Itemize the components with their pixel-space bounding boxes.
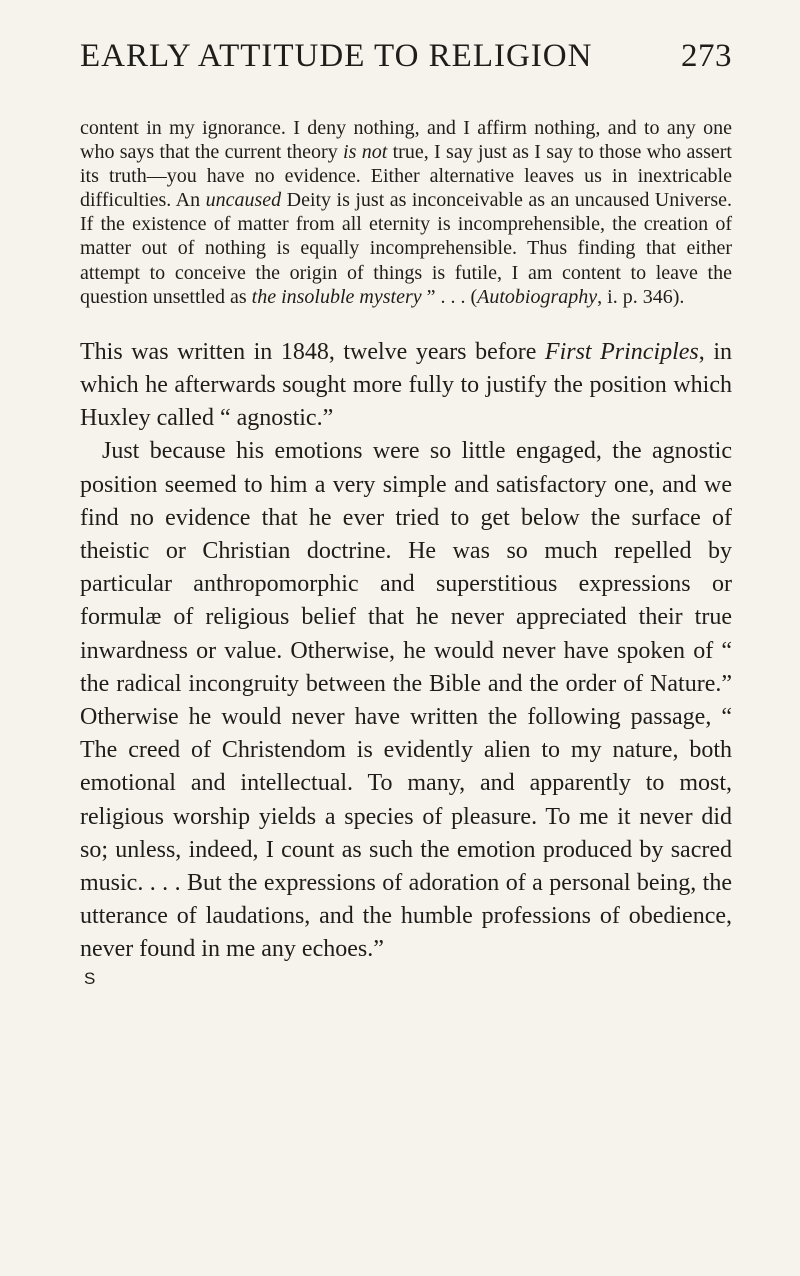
quote-emphasis: the insoluble mystery	[251, 285, 422, 308]
quote-emphasis: Autobiography	[477, 285, 598, 308]
paragraph-text: , in which he afterwards sought more fully to justify the position which Huxley called “ agnostic.”	[80, 338, 732, 432]
quote-emphasis: uncaused	[205, 189, 282, 212]
quote-text: , i. p. 346).	[597, 285, 685, 308]
quote-text: true, I say just as I say to those who assert its truth—you have no evidence. Either alternative leaves us in inextricable difficulties. An	[80, 141, 732, 212]
running-head	[80, 38, 732, 90]
paragraph-1	[80, 336, 732, 436]
signature-mark: S	[84, 968, 97, 988]
quote-emphasis: is not	[343, 141, 388, 164]
quote-text: ” . . . (	[421, 285, 478, 308]
running-title: EARLY ATTITUDE TO RELIGION	[80, 38, 593, 74]
page-number: 273	[681, 38, 732, 74]
quote-text: Deity is just as inconceivable as an uncaused Universe. If the existence of matter from all eternity is incomprehensible, the creation of matter out of nothing is equally incomprehensible. Thus finding that either attempt to conceive the origin of things is futile, I am content to leave the question unsettled as	[80, 189, 732, 308]
paragraph-text: This was written in 1848, twelve years before	[80, 338, 545, 365]
page	[80, 38, 732, 989]
quote-text: content in my ignorance. I deny nothing, and I affirm nothing, and to any one who says that the current theory	[80, 117, 732, 164]
quoted-passage	[80, 116, 732, 309]
paragraph-2: Just because his emotions were so little engaged, the agnostic position seemed to him a very simple and satisfactory one, and we find no evidence that he ever tried to get below the surface of theistic or Christian doctrine. He was so much repelled by particular anthropomorphic and superstitious expressions or formulæ of religious belief that he never appreciated their true inwardness or value. Otherwise, he would never have spoken of “ the radical incongruity between the Bible and the order of Nature.” Otherwise he would never have written the following passage, “ The creed of Christendom is evidently alien to my nature, both emotional and intellectual. To many, and apparently to most, religious worship yields a species of pleasure. To me it never did so; unless, indeed, I count as such the emotion produced by sacred music. . . . But the expressions of adoration of a personal being, the utterance of laudations, and the humble professions of obedience, never found in me any echoes.”	[80, 438, 732, 963]
book-title: First Principles	[544, 338, 699, 365]
